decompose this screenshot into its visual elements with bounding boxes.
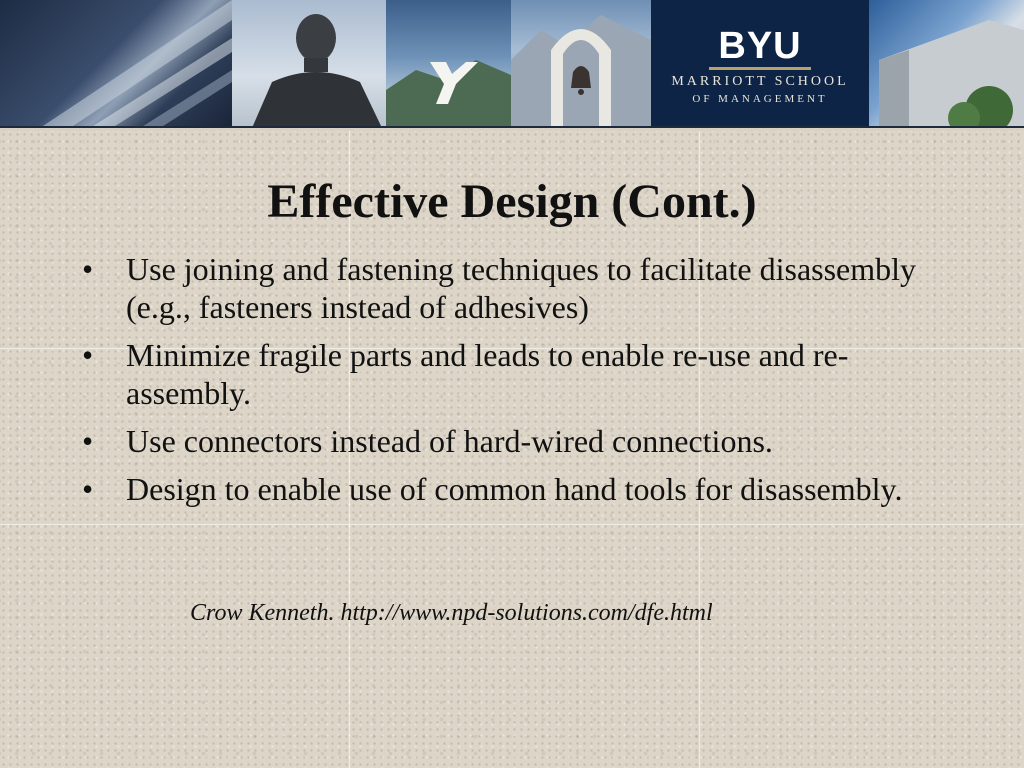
building-stripes-graphic bbox=[0, 0, 232, 128]
statue-photo bbox=[232, 0, 386, 128]
list-item bbox=[82, 250, 962, 326]
logo-byu-text: BYU bbox=[718, 25, 802, 67]
list-item bbox=[82, 336, 962, 412]
bullet-list bbox=[82, 250, 962, 518]
logo-divider bbox=[709, 67, 811, 70]
header-banner bbox=[0, 0, 1024, 128]
bullet-icon: • bbox=[82, 423, 94, 459]
citation: Crow Kenneth. http://www.npd-solutions.com/dfe.html bbox=[190, 600, 713, 626]
byu-marriott-logo bbox=[651, 0, 869, 128]
y-mountain-graphic bbox=[386, 0, 511, 128]
logo-school-text: MARRIOTT SCHOOL bbox=[671, 74, 849, 89]
bullet-text: Use connectors instead of hard-wired connections. bbox=[126, 423, 773, 459]
campus-building-photo bbox=[869, 0, 1024, 128]
grid-line bbox=[0, 524, 1024, 525]
bullet-text: Minimize fragile parts and leads to enable re-use and re-assembly. bbox=[126, 337, 849, 411]
banner-divider bbox=[0, 126, 1024, 128]
slide-title: Effective Design (Cont.) bbox=[267, 175, 757, 228]
list-item bbox=[82, 470, 962, 508]
list-item bbox=[82, 422, 962, 460]
building-photo bbox=[0, 0, 232, 128]
bullet-text: Use joining and fastening techniques to facilitate disassembly (e.g., fasteners instead of adhesives) bbox=[126, 251, 917, 325]
y-mountain-photo bbox=[386, 0, 511, 128]
bell-tower-graphic bbox=[511, 0, 651, 128]
bell-tower-photo bbox=[511, 0, 651, 128]
bullet-icon: • bbox=[82, 337, 94, 373]
bullet-text: Design to enable use of common hand tools for disassembly. bbox=[126, 471, 903, 507]
bullet-icon: • bbox=[82, 471, 94, 507]
logo-management-text: OF MANAGEMENT bbox=[692, 93, 828, 105]
campus-building-graphic bbox=[869, 0, 1024, 128]
bullet-icon: • bbox=[82, 251, 94, 287]
statue-silhouette-graphic bbox=[232, 0, 386, 128]
